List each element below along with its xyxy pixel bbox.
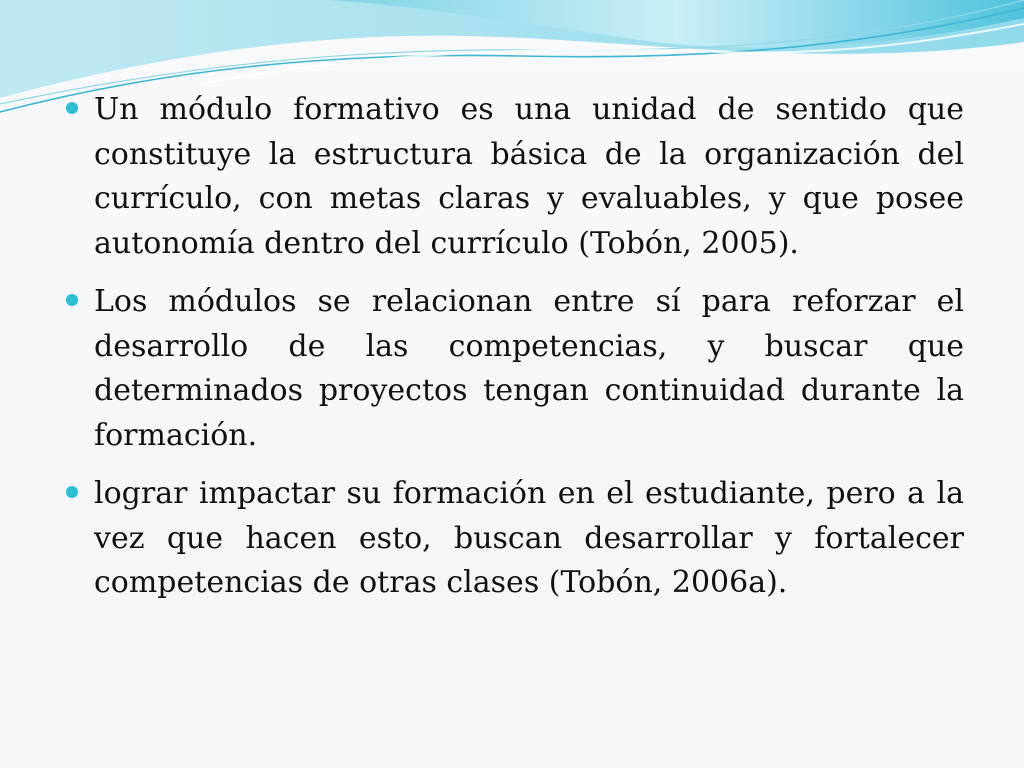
slide-body bbox=[60, 88, 964, 620]
bullet-item bbox=[60, 280, 964, 458]
bullet-text: Un módulo formativo es una unidad de sentido que constituye la estructura básica de la organización del currículo, con metas claras y evaluables, y que posee autonomía dentro del currículo (Tobón, 2005). bbox=[94, 92, 964, 261]
bullet-dot-icon bbox=[66, 294, 78, 306]
bullet-dot-icon bbox=[66, 486, 78, 498]
bullet-item bbox=[60, 88, 964, 266]
bullet-item bbox=[60, 472, 964, 606]
bullet-text: Los módulos se relacionan entre sí para reforzar el desarrollo de las competencias, y buscar que determinados proyectos tengan continuidad durante la formación. bbox=[94, 284, 964, 453]
bullet-dot-icon bbox=[66, 102, 78, 114]
bullet-list bbox=[60, 88, 964, 606]
bullet-text: lograr impactar su formación en el estudiante, pero a la vez que hacen esto, buscan desarrollar y fortalecer competencias de otras clases (Tobón, 2006a). bbox=[94, 476, 964, 600]
